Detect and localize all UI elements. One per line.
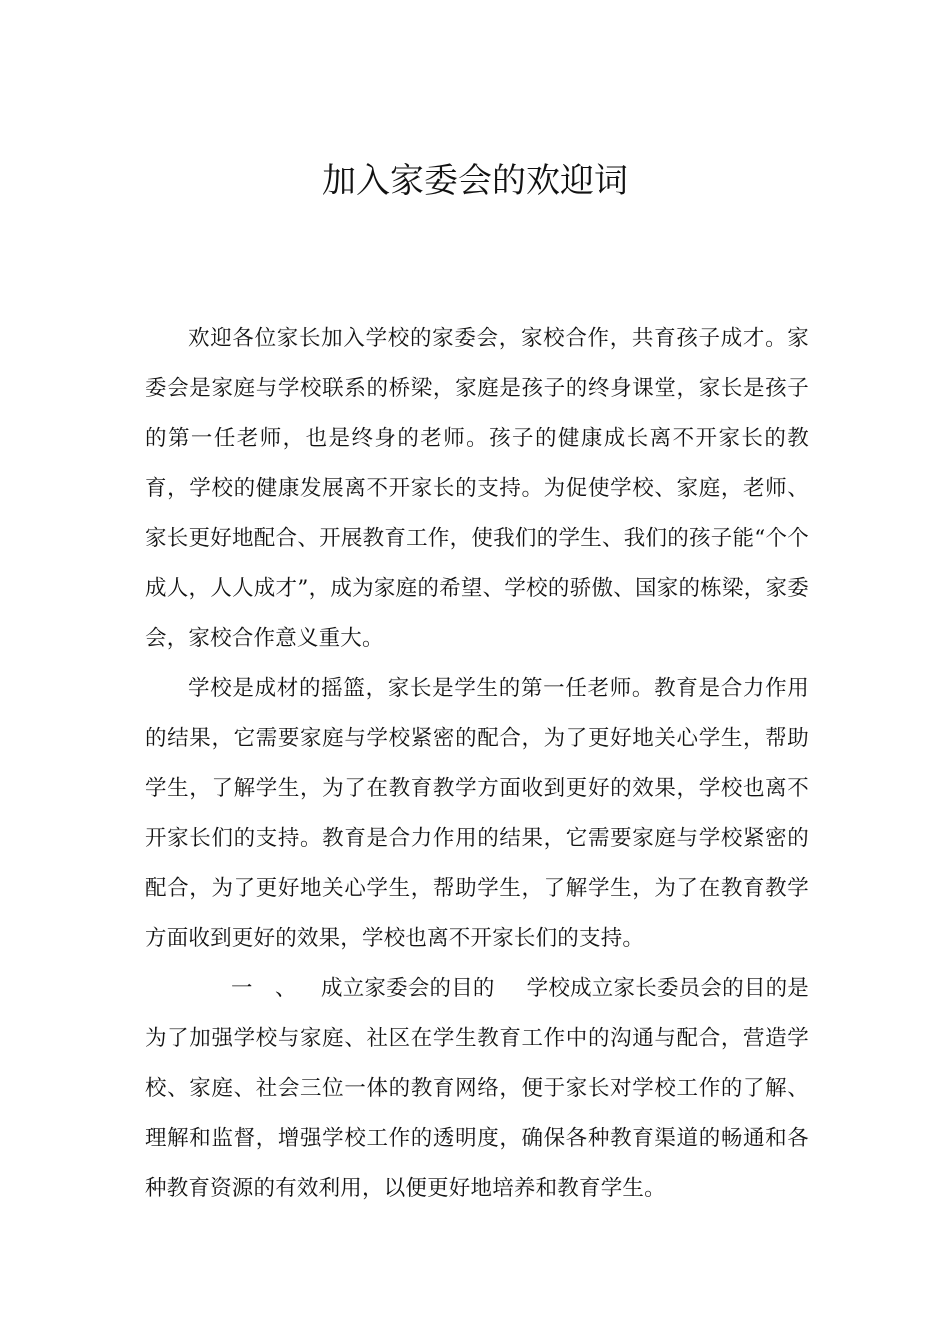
document-title: 加入家委会的欢迎词 (322, 161, 628, 201)
section-separator: 、 (275, 976, 297, 1001)
paragraph-welcome: 欢迎各位家长加入学校的家委会，家校合作，共育孩子成才。家委会是家庭与学校联系的桥梁，家庭是孩子的终身课堂，家长是孩子的第一任老师，也是终身的老师。孩子的健康成长离不开家长的教育，学校的健康发展离不开家长的支持。为促使学校、家庭，老师、家长更好地配合、开展教育工作，使我们的学生、我们的孩子能“个个成人，人人成才”，成为家庭的希望、学校的骄傲、国家的栋梁，家委会，家校合作意义重大。 (145, 326, 809, 651)
section-number: 一 (231, 976, 253, 1001)
document-body (145, 314, 809, 1214)
paragraph-school-cradle: 学校是成材的摇篮，家长是学生的第一任老师。教育是合力作用的结果，它需要家庭与学校紧密的配合，为了更好地关心学生，帮助学生，了解学生，为了在教育教学方面收到更好的效果，学校也离不开家长们的支持。教育是合力作用的结果，它需要家庭与学校紧密的配合，为了更好地关心学生，帮助学生，了解学生，为了在教育教学方面收到更好的效果，学校也离不开家长们的支持。 (145, 676, 809, 951)
paragraph-section-purpose (145, 964, 809, 1214)
section-heading: 成立家委会的目的 (321, 976, 495, 1001)
section-text: 学校成立家长委员会的目的是为了加强学校与家庭、社区在学生教育工作中的沟通与配合，营造学校、家庭、社会三位一体的教育网络，便于家长对学校工作的了解、理解和监督，增强学校工作的透明度，确保各种教育渠道的畅通和各种教育资源的有效利用，以便更好地培养和教育学生。 (145, 976, 809, 1201)
